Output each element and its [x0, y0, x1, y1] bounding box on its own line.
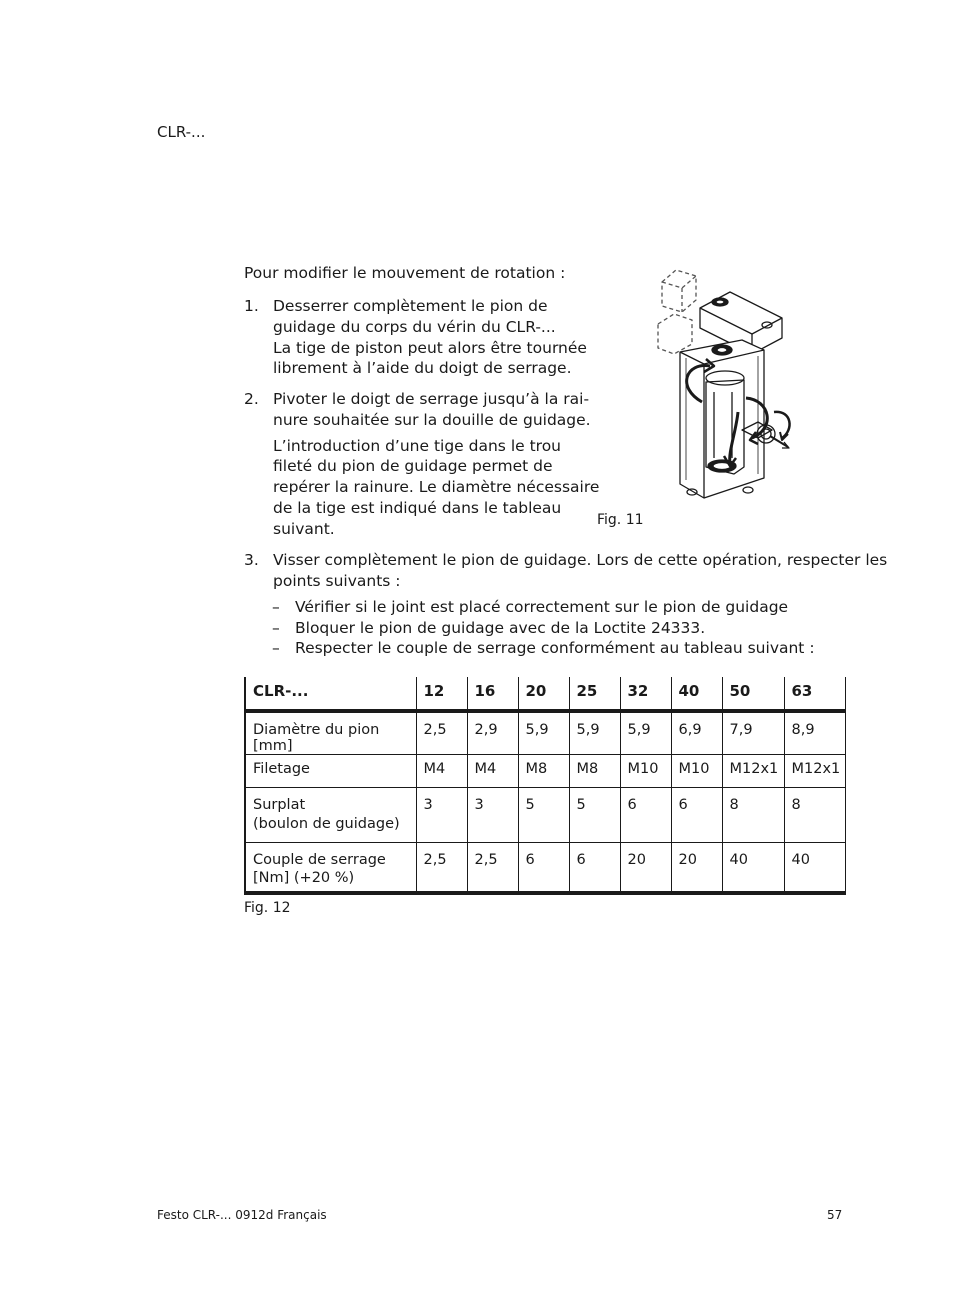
table-cell: 6	[569, 843, 620, 894]
table-cell: M12x1	[784, 755, 845, 788]
table-cell: M8	[569, 755, 620, 788]
table-cell: 8	[784, 788, 845, 843]
column-header: 16	[467, 677, 518, 711]
step-note-line: fileté du pion de guidage permet de	[273, 457, 553, 476]
column-header: 40	[671, 677, 722, 711]
intro-text: Pour modifier le mouvement de rotation :	[244, 264, 566, 282]
column-header: 25	[569, 677, 620, 711]
step-line: points suivants :	[273, 571, 401, 590]
table-cell: 5,9	[569, 711, 620, 755]
table-row	[245, 755, 845, 788]
table-cell: 6	[671, 788, 722, 843]
table-cell: 6,9	[671, 711, 722, 755]
table-cell: 6	[518, 843, 569, 894]
figure-caption: Fig. 11	[597, 512, 644, 528]
step-number: 3.	[244, 551, 259, 569]
clamp-cylinder-illustration	[646, 262, 796, 512]
table-cell: M4	[416, 755, 467, 788]
footer-document-info: Festo CLR-... 0912d Français	[157, 1208, 327, 1222]
table-cell: 2,5	[416, 711, 467, 755]
table-cell: 40	[722, 843, 784, 894]
step-number: 2.	[244, 390, 259, 408]
table-cell: 3	[467, 788, 518, 843]
column-header: 12	[416, 677, 467, 711]
table-cell: 20	[671, 843, 722, 894]
bullet-item: – Respecter le couple de serrage conformément au tableau suivant :	[272, 639, 815, 657]
spec-table	[244, 677, 846, 895]
row-label: Surplat (boulon de guidage)	[245, 788, 416, 843]
table-cell: 5,9	[620, 711, 671, 755]
row-label: Couple de serrage [Nm] (+20 %)	[245, 843, 416, 894]
table-cell: 2,5	[416, 843, 467, 894]
step-note-line: suivant.	[273, 519, 335, 538]
table-cell: 5	[518, 788, 569, 843]
table-cell: 2,5	[467, 843, 518, 894]
table-cell: M12x1	[722, 755, 784, 788]
step-line: nure souhaitée sur la douille de guidage.	[273, 410, 591, 429]
column-header: CLR-...	[245, 677, 416, 711]
bullet-list	[272, 597, 815, 659]
table-cell: 5,9	[518, 711, 569, 755]
bullet-item: – Vérifier si le joint est placé correctement sur le pion de guidage	[272, 598, 789, 616]
step-line: La tige de piston peut alors être tournée	[273, 338, 587, 357]
step-line: librement à l’aide du doigt de serrage.	[273, 359, 572, 378]
page-number: 57	[827, 1208, 843, 1222]
header-label: CLR-...	[157, 123, 206, 141]
table-cell: M10	[671, 755, 722, 788]
table-cell: 40	[784, 843, 845, 894]
step-line: Visser complètement le pion de guidage. Lors de cette opération, respecter les	[273, 551, 888, 569]
table-cell: 8,9	[784, 711, 845, 755]
table-cell: M4	[467, 755, 518, 788]
step-line: Desserrer complètement le pion de	[273, 297, 548, 315]
table-cell: 2,9	[467, 711, 518, 755]
step-line: guidage du corps du vérin du CLR-...	[273, 317, 556, 336]
table-row	[245, 788, 845, 843]
bullet-item: – Bloquer le pion de guidage avec de la Loctite 24333.	[272, 618, 706, 637]
table-cell: 6	[620, 788, 671, 843]
step-note-line: L’introduction d’une tige dans le trou	[273, 436, 561, 455]
table-cell: M8	[518, 755, 569, 788]
table-header-row	[245, 677, 845, 711]
column-header: 50	[722, 677, 784, 711]
table-cell: 5	[569, 788, 620, 843]
column-header: 20	[518, 677, 569, 711]
table-row	[245, 843, 845, 894]
step-note-line: de la tige est indiqué dans le tableau	[273, 498, 562, 517]
table-cell: 20	[620, 843, 671, 894]
step-number: 1.	[244, 297, 259, 315]
step-note-line: repérer la rainure. Le diamètre nécessaire	[273, 478, 600, 497]
column-header: 32	[620, 677, 671, 711]
row-label: Filetage	[245, 755, 416, 788]
figure-caption: Fig. 12	[244, 900, 291, 916]
column-header: 63	[784, 677, 845, 711]
table-cell: 8	[722, 788, 784, 843]
table-row	[245, 711, 845, 755]
row-label: Diamètre du pion [mm]	[245, 711, 416, 755]
step-line: Pivoter le doigt de serrage jusqu’à la rai-	[273, 390, 590, 408]
table-cell: M10	[620, 755, 671, 788]
table-cell: 3	[416, 788, 467, 843]
table-cell: 7,9	[722, 711, 784, 755]
